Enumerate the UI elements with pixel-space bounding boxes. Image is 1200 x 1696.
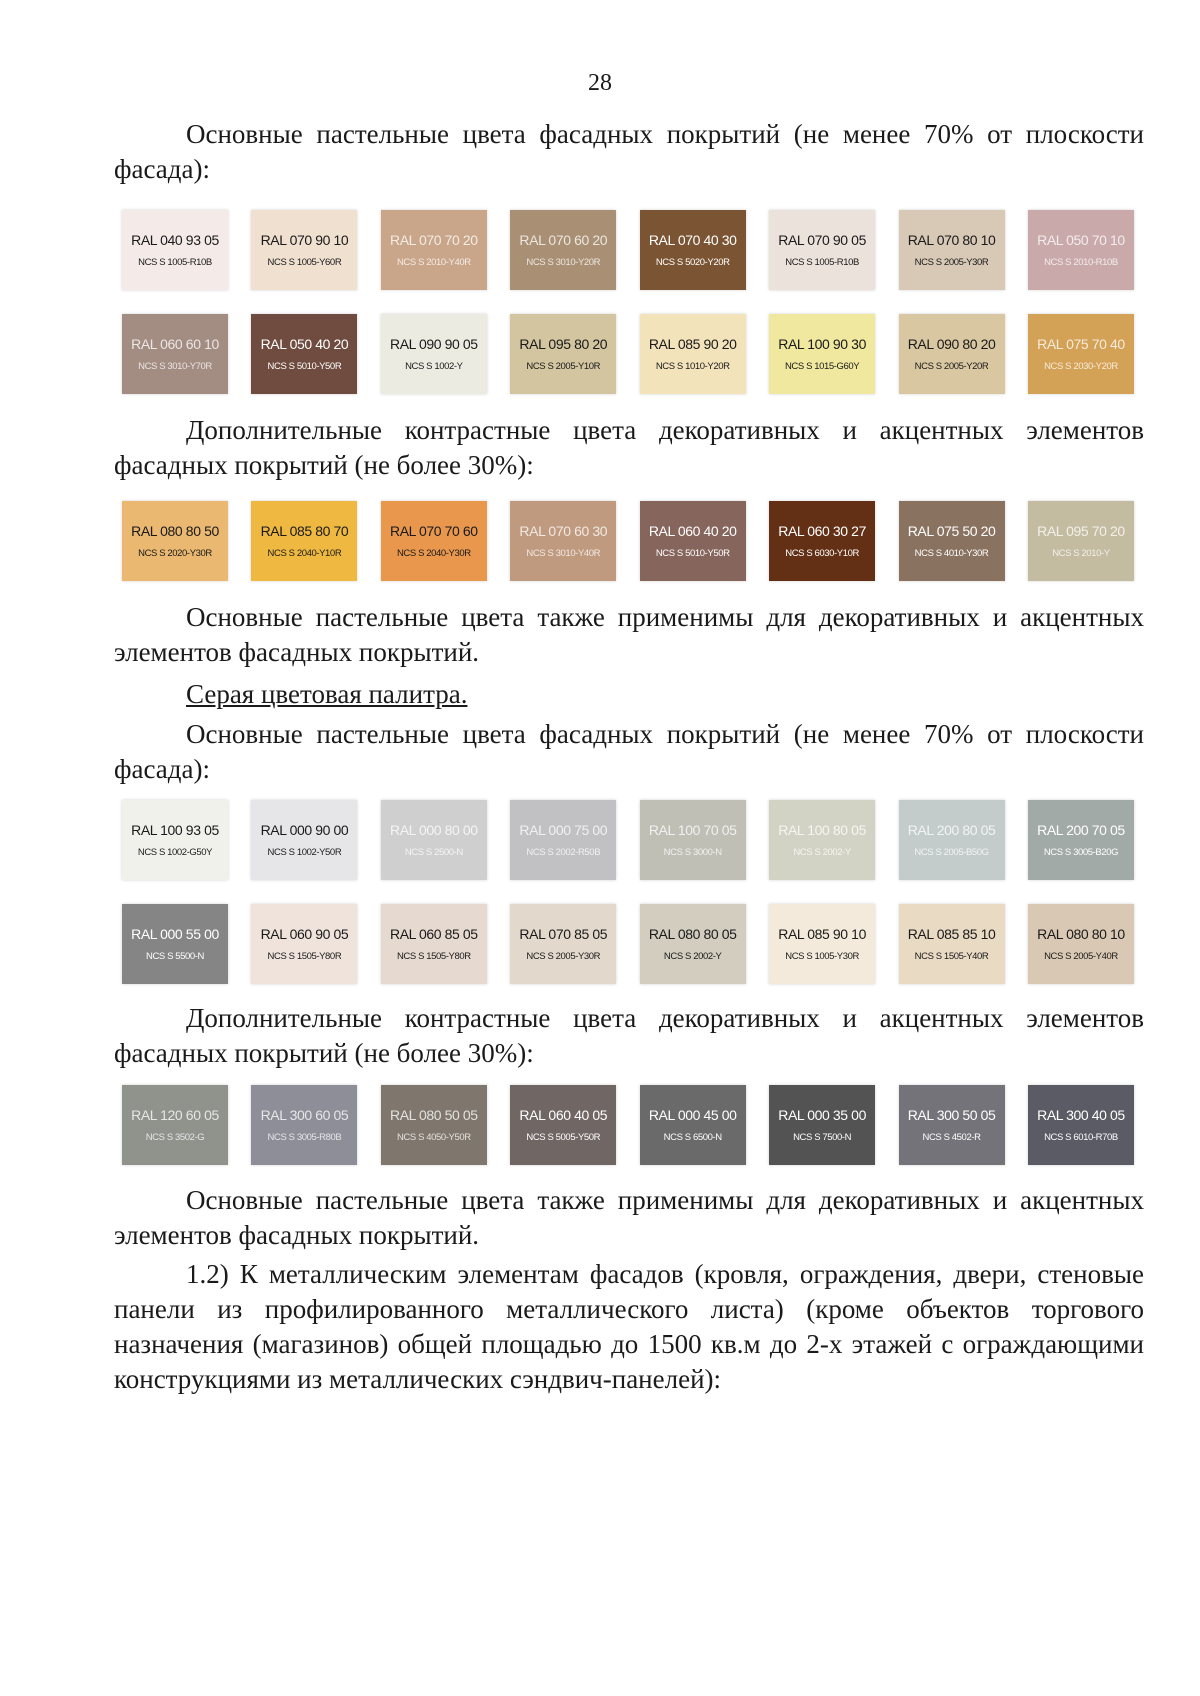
ncs-code: NCS S 2040-Y30R [396,548,471,559]
ral-code: RAL 085 90 20 [648,336,737,352]
ral-code: RAL 060 40 05 [519,1107,608,1123]
color-swatch [510,210,616,290]
color-swatch [769,314,875,394]
ncs-code: NCS S 1005-Y60R [267,257,342,268]
ral-code: RAL 085 85 10 [907,926,996,942]
color-swatch [122,314,228,394]
ncs-code: NCS S 6030-Y10R [785,548,859,559]
color-swatch [251,904,357,984]
ral-code: RAL 070 70 20 [390,232,478,248]
ral-code: RAL 100 80 05 [778,822,866,838]
ncs-code: NCS S 1002-Y50R [267,847,342,858]
ral-code: RAL 050 40 20 [260,336,349,352]
section-heading-grey-palette [114,677,1144,712]
color-swatch [899,800,1005,880]
ncs-code: NCS S 7500-N [793,1132,852,1143]
ncs-code: NCS S 2005-Y30R [526,951,601,962]
ral-code: RAL 060 90 05 [260,926,349,942]
ral-code: RAL 070 70 60 [390,523,478,539]
color-swatch [251,314,357,394]
swatch-row-beige-main-1 [122,210,1134,290]
color-swatch [122,501,228,581]
ncs-code: NCS S 1010-Y20R [655,361,730,372]
ncs-code: NCS S 1005-R10B [138,257,212,268]
color-swatch [769,501,875,581]
color-swatch [640,210,746,290]
ral-code: RAL 200 70 05 [1037,822,1125,838]
ncs-code: NCS S 3010-Y40R [526,548,601,559]
ncs-code: NCS S 2005-Y10R [526,361,601,372]
ncs-code: NCS S 2005-Y20R [914,361,989,372]
ral-code: RAL 100 93 05 [131,822,219,838]
swatch-row-grey-main-1 [122,800,1134,880]
swatch-row-grey-main-2 [122,904,1134,984]
paragraph-text: Основные пастельные цвета фасадных покрытий (не менее 70% от плоскости фасада): [114,119,1144,184]
ral-code: RAL 050 70 10 [1037,232,1125,248]
color-swatch [122,1085,228,1165]
ncs-code: NCS S 1005-R10B [785,257,859,268]
ncs-code: NCS S 2005-Y40R [1044,951,1118,962]
color-swatch [640,800,746,880]
ncs-code: NCS S 2040-Y10R [267,548,342,559]
color-swatch [640,904,746,984]
ral-code: RAL 080 50 05 [390,1107,478,1123]
paragraph-text: Основные пастельные цвета также применимы для декоративных и акцентных элементов фасадных покрытий. [114,602,1144,667]
color-swatch [510,904,616,984]
ncs-code: NCS S 2010-R10B [1044,257,1118,268]
ral-code: RAL 070 40 30 [648,232,737,248]
color-swatch [899,1085,1005,1165]
paragraph-beige-note [114,600,1144,670]
color-swatch [510,1085,616,1165]
ral-code: RAL 070 80 10 [907,232,996,248]
ncs-code: NCS S 4502-R [922,1132,981,1143]
color-swatch [640,501,746,581]
ncs-code: NCS S 2020-Y30R [138,548,212,559]
ral-code: RAL 090 80 20 [907,336,996,352]
color-swatch [122,800,228,880]
ral-code: RAL 095 80 20 [519,336,608,352]
color-swatch [122,904,228,984]
color-swatch [381,904,487,984]
ral-code: RAL 300 50 05 [907,1107,996,1123]
ncs-code: NCS S 2002-Y [663,951,722,962]
ral-code: RAL 085 80 70 [260,523,349,539]
color-swatch [1028,800,1134,880]
ral-code: RAL 095 70 20 [1037,523,1125,539]
color-swatch [1028,314,1134,394]
ral-code: RAL 100 90 30 [778,336,866,352]
paragraph-beige-main-intro [114,117,1144,187]
ncs-code: NCS S 3010-Y20R [526,257,601,268]
ncs-code: NCS S 3005-R80B [267,1132,342,1143]
ral-code: RAL 070 60 20 [519,232,608,248]
paragraph-grey-note [114,1183,1144,1253]
color-swatch [510,800,616,880]
ral-code: RAL 000 80 00 [390,822,478,838]
paragraph-beige-accent-intro [114,413,1144,483]
ral-code: RAL 000 45 00 [648,1107,737,1123]
paragraph-metal-elements [114,1257,1144,1397]
ral-code: RAL 070 90 05 [778,232,866,248]
color-swatch [899,501,1005,581]
ncs-code: NCS S 5010-Y50R [267,361,342,372]
ral-code: RAL 300 40 05 [1037,1107,1125,1123]
color-swatch [381,501,487,581]
ncs-code: NCS S 3005-B20G [1043,847,1119,858]
color-swatch [510,314,616,394]
section-heading-text: Серая цветовая палитра. [186,679,468,709]
color-swatch [769,210,875,290]
ncs-code: NCS S 1002-Y [405,361,463,372]
color-swatch [1028,501,1134,581]
ral-code: RAL 085 90 10 [778,926,866,942]
ncs-code: NCS S 6500-N [663,1132,722,1143]
ral-code: RAL 060 30 27 [778,523,866,539]
color-swatch [122,210,228,290]
color-swatch [381,210,487,290]
ral-code: RAL 100 70 05 [648,822,737,838]
color-swatch [899,314,1005,394]
paragraph-text: Дополнительные контрастные цвета декоративных и акцентных элементов фасадных покрытий (не более 30%): [114,1003,1144,1068]
swatch-row-beige-main-2 [122,314,1134,394]
color-swatch [1028,1085,1134,1165]
ncs-code: NCS S 3502-G [145,1132,205,1143]
ral-code: RAL 075 50 20 [907,523,996,539]
ral-code: RAL 080 80 50 [131,523,219,539]
ncs-code: NCS S 4010-Y30R [914,548,989,559]
ncs-code: NCS S 1015-G60Y [784,361,860,372]
ncs-code: NCS S 2500-N [404,847,463,858]
ral-code: RAL 200 80 05 [907,822,996,838]
ncs-code: NCS S 3000-N [663,847,722,858]
ral-code: RAL 120 60 05 [131,1107,219,1123]
color-swatch [1028,210,1134,290]
ral-code: RAL 060 40 20 [648,523,737,539]
ncs-code: NCS S 5020-Y20R [655,257,730,268]
swatch-row-grey-accent [122,1085,1134,1165]
ral-code: RAL 070 85 05 [519,926,608,942]
color-swatch [640,314,746,394]
ncs-code: NCS S 5005-Y50R [526,1132,601,1143]
ncs-code: NCS S 1005-Y30R [785,951,859,962]
ncs-code: NCS S 1505-Y40R [914,951,989,962]
paragraph-text: Основные пастельные цвета фасадных покрытий (не менее 70% от плоскости фасада): [114,719,1144,784]
ncs-code: NCS S 5010-Y50R [655,548,730,559]
ncs-code: NCS S 2010-Y [1052,548,1110,559]
ral-code: RAL 300 60 05 [260,1107,349,1123]
ncs-code: NCS S 6010-R70B [1044,1132,1118,1143]
ncs-code: NCS S 1505-Y80R [396,951,471,962]
ncs-code: NCS S 2002-Y [793,847,851,858]
color-swatch [769,904,875,984]
color-swatch [640,1085,746,1165]
ral-code: RAL 040 93 05 [131,232,219,248]
color-swatch [769,800,875,880]
color-swatch [899,210,1005,290]
ncs-code: NCS S 5500-N [145,951,205,962]
color-swatch [251,1085,357,1165]
color-swatch [251,501,357,581]
paragraph-grey-main-intro [114,717,1144,787]
ral-code: RAL 075 70 40 [1037,336,1125,352]
color-swatch [769,1085,875,1165]
ral-code: RAL 000 90 00 [260,822,349,838]
color-swatch [899,904,1005,984]
ncs-code: NCS S 2005-Y30R [914,257,989,268]
ral-code: RAL 060 60 10 [131,336,219,352]
color-swatch [251,210,357,290]
ral-code: RAL 080 80 05 [648,926,737,942]
ral-code: RAL 070 90 10 [260,232,349,248]
ncs-code: NCS S 2005-B50G [914,847,989,858]
color-swatch [381,1085,487,1165]
ral-code: RAL 000 55 00 [131,926,219,942]
color-swatch [381,800,487,880]
ral-code: RAL 060 85 05 [390,926,478,942]
ncs-code: NCS S 2030-Y20R [1044,361,1118,372]
ral-code: RAL 080 80 10 [1037,926,1125,942]
paragraph-grey-accent-intro [114,1001,1144,1071]
color-swatch [381,314,487,394]
color-swatch [510,501,616,581]
paragraph-text: 1.2) К металлическим элементам фасадов (кровля, ограждения, двери, стеновые панели из профилированного металлического листа) (кроме объектов торгового назначения (магазинов) общей площадью до 1500 кв.м до 2-х этажей с ограждающими конструкциями из металлических сэндвич-панелей): [114,1259,1144,1394]
color-swatch [1028,904,1134,984]
paragraph-text: Основные пастельные цвета также применимы для декоративных и акцентных элементов фасадных покрытий. [114,1185,1144,1250]
ral-code: RAL 000 35 00 [778,1107,866,1123]
swatch-row-beige-accent [122,501,1134,581]
ncs-code: NCS S 2002-R50B [526,847,601,858]
ncs-code: NCS S 3010-Y70R [138,361,212,372]
ral-code: RAL 000 75 00 [519,822,608,838]
ncs-code: NCS S 2010-Y40R [396,257,471,268]
ral-code: RAL 090 90 05 [390,336,478,352]
ral-code: RAL 070 60 30 [519,523,608,539]
paragraph-text: Дополнительные контрастные цвета декоративных и акцентных элементов фасадных покрытий (не более 30%): [114,415,1144,480]
ncs-code: NCS S 4050-Y50R [396,1132,471,1143]
page-number: 28 [588,70,612,96]
color-swatch [251,800,357,880]
ncs-code: NCS S 1002-G50Y [137,847,213,858]
ncs-code: NCS S 1505-Y80R [267,951,342,962]
